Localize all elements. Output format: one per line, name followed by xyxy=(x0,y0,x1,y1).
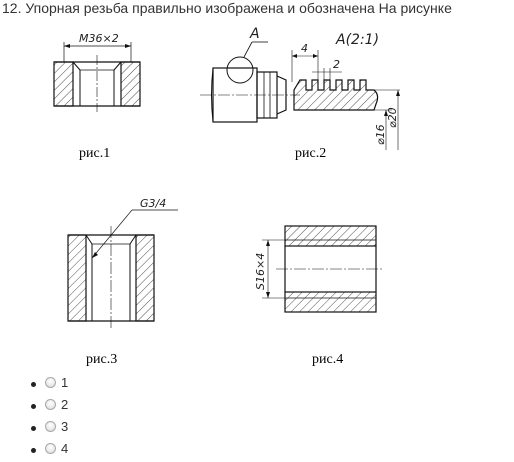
fig2-pitch-label: 4 xyxy=(301,42,308,55)
list-bullet xyxy=(31,426,36,431)
list-bullet xyxy=(31,382,36,387)
option-3[interactable] xyxy=(0,418,120,440)
fig2-depth-label: 2 xyxy=(333,58,340,71)
option-4[interactable] xyxy=(0,440,120,462)
list-bullet xyxy=(31,404,36,409)
fig2-view-label: A xyxy=(250,26,260,42)
option-4-label: 4 xyxy=(61,441,69,456)
option-3-label: 3 xyxy=(61,419,69,434)
list-bullet xyxy=(31,448,36,453)
figure-2-caption: рис.2 xyxy=(295,146,327,161)
option-4-radio[interactable] xyxy=(45,443,56,454)
option-2-radio[interactable] xyxy=(45,399,56,410)
option-1-label: 1 xyxy=(61,375,69,390)
figure-1-caption: рис.1 xyxy=(79,146,111,161)
figure-2-drawing xyxy=(200,26,400,150)
fig2-d16-label: ⌀16 xyxy=(374,124,387,145)
option-1[interactable] xyxy=(0,374,120,396)
figure-3-drawing xyxy=(68,197,178,330)
fig2-d20-label: ⌀20 xyxy=(386,107,399,128)
fig1-dimension-label: M36×2 xyxy=(79,32,119,45)
fig4-dimension-label: S16×4 xyxy=(254,252,267,290)
figure-1-drawing xyxy=(54,32,140,112)
option-3-radio[interactable] xyxy=(45,421,56,432)
figure-4-drawing xyxy=(254,226,384,312)
option-1-radio[interactable] xyxy=(45,377,56,388)
figure-4-caption: рис.4 xyxy=(312,352,344,367)
figure-3-caption: рис.3 xyxy=(86,352,118,367)
question-text: 12. Упорная резьба правильно изображена и обозначена На рисунке xyxy=(2,0,452,16)
fig3-dimension-label: G3/4 xyxy=(140,197,167,210)
option-2[interactable] xyxy=(0,396,120,418)
fig2-detail-label: A(2:1) xyxy=(336,32,380,48)
option-2-label: 2 xyxy=(61,397,69,412)
